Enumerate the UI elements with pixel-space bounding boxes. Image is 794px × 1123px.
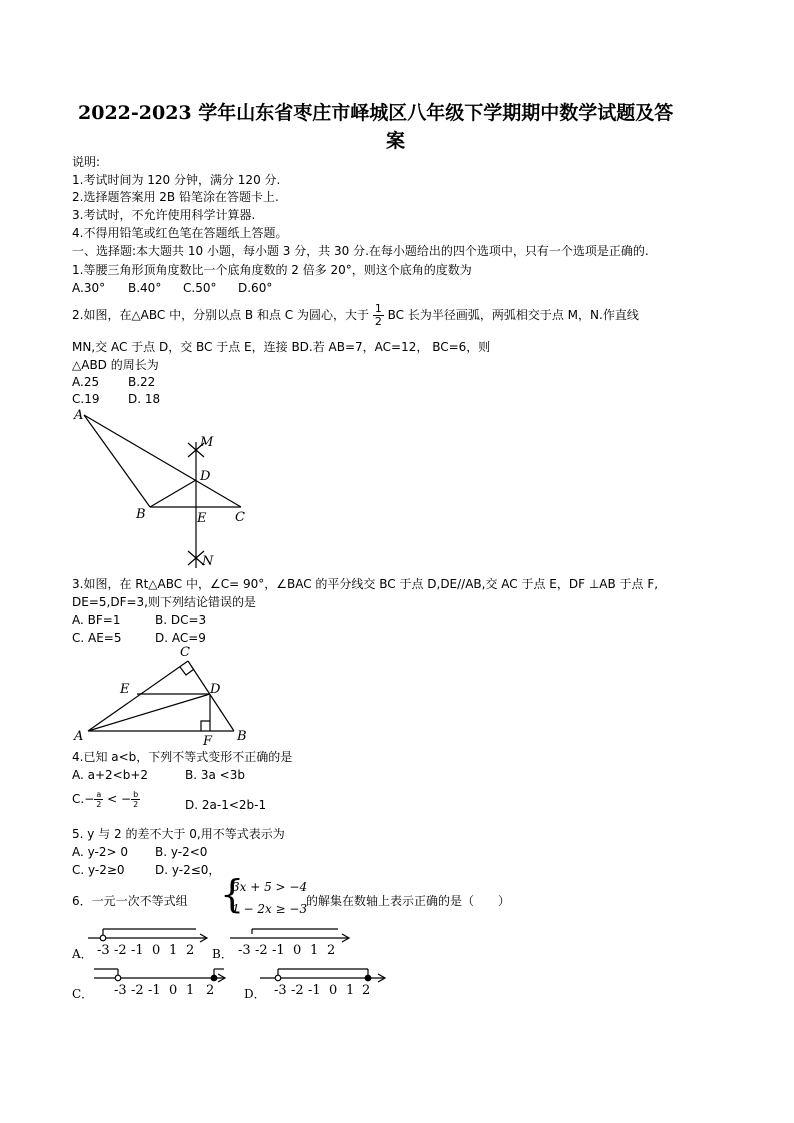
q4-option-b: B. 3a <3b (185, 768, 245, 782)
label-c: C (235, 510, 245, 525)
q4-option-c: C.− $\frac{a}{2}$ < − $\frac{b}{2}$ (72, 790, 139, 809)
tick-label: -1 (308, 983, 321, 998)
tick-label: 0 (152, 943, 161, 958)
q1-option-c: C.50° (183, 281, 217, 295)
segment-ad (88, 694, 210, 731)
tick-label: -3 (274, 983, 287, 998)
question-2-stem-line2: MN,交 AC 于点 D，交 BC 于点 E，连接 BD.若 AB=7，AC=12， BC=6，则 (72, 340, 491, 354)
tick-label: -2 (131, 983, 144, 998)
question-3-stem-line2: DE=5,DF=3,则下列结论错误的是 (72, 595, 256, 609)
page-title-continued: 案 (386, 130, 406, 152)
q2-option-c: C.19 (72, 392, 100, 406)
note-item: 2.选择题答案用 2B 铅笔涂在答题卡上. (72, 190, 279, 204)
segment-ac (88, 661, 188, 731)
page-title: 2022-2023 学年山东省枣庄市峄城区八年级下学期期中数学试题及答 (78, 102, 674, 124)
number-line-option-a (86, 924, 214, 960)
section-heading: 一、选择题:本大题共 10 小题，每小题 3 分，共 30 分.在每小题给出的四个选项中，只有一个选项是正确的. (72, 244, 649, 258)
question-6-stem-a: 6．一元一次不等式组 (72, 894, 188, 908)
fraction-denominator: 2 (96, 800, 102, 809)
fraction-numerator: b (131, 790, 140, 800)
fraction-denominator: 2 (133, 800, 139, 809)
q6-option-c-letter: C． (72, 987, 94, 1001)
label-m: M (200, 435, 214, 450)
tick-label: 2 (327, 943, 336, 958)
fraction-numerator: 1 (374, 302, 382, 315)
tick-label: 2 (186, 943, 195, 958)
q2-option-a: A.25 (72, 375, 100, 389)
question-6-stem-b: 的解集在数轴上表示正确的是（ ） (306, 894, 511, 908)
tick-label: 2 (362, 983, 371, 998)
brace-symbol: { (220, 872, 245, 916)
q6-option-a-letter: A． (72, 947, 93, 961)
note-item: 4.不得用铅笔或红色笔在答题纸上答题。 (72, 226, 288, 240)
right-angle-mark-f (201, 721, 210, 731)
label-d: D (210, 682, 221, 697)
tick-label: -2 (114, 943, 127, 958)
label-n: N (202, 554, 214, 569)
q1-option-a: A.30° (72, 281, 106, 295)
number-line-option-d (258, 964, 388, 1000)
fraction-a-over-2 (94, 790, 103, 809)
tick-label: 0 (329, 983, 338, 998)
inequality-2: 1 − 2x ≥ −3 (232, 902, 308, 916)
notes-heading: 说明: (72, 155, 101, 169)
q5-option-c: C. y-2≥0 (72, 863, 125, 877)
tick-label: -2 (291, 983, 304, 998)
label-d: D (200, 469, 211, 484)
note-item: 1.考试时间为 120 分钟，满分 120 分. (72, 173, 281, 187)
q3-option-b: B. DC=3 (155, 613, 207, 627)
label-b: B (237, 729, 247, 744)
number-line-option-c (92, 964, 230, 1000)
inequality-1: 3x + 5 > −4 (232, 880, 308, 894)
q2-option-d: D. 18 (128, 392, 161, 406)
q5-option-d: D. y-2≤0， (155, 863, 221, 877)
q1-option-b: B.40° (128, 281, 162, 295)
label-a: A (74, 408, 84, 423)
tick-label: -1 (272, 943, 285, 958)
segment-ab (84, 415, 150, 507)
question-5-stem: 5. y 与 2 的差不大于 0,用不等式表示为 (72, 827, 285, 841)
tick-label: -3 (238, 943, 251, 958)
q5-option-a: A. y-2> 0 (72, 845, 128, 859)
label-a: A (74, 729, 84, 744)
tick-label: 0 (169, 983, 178, 998)
tick-label: -3 (114, 983, 127, 998)
tick-label: -3 (97, 943, 110, 958)
segment-bd (150, 480, 196, 507)
tick-label: -1 (148, 983, 161, 998)
label-c: C (180, 645, 190, 660)
q4-option-a: A. a+2<b+2 (72, 768, 149, 782)
tick-label: 0 (293, 943, 302, 958)
question-4-stem: 4.已知 a<b，下列不等式变形不正确的是 (72, 750, 293, 764)
fraction-numerator: a (94, 790, 103, 800)
question-2-stem (72, 303, 639, 328)
tick-label: -2 (255, 943, 268, 958)
q6-option-b-letter: B． (212, 947, 233, 961)
tick-label: 1 (346, 983, 355, 998)
tick-label: 1 (186, 983, 195, 998)
tick-label: 1 (169, 943, 178, 958)
label-f: F (203, 734, 213, 747)
q2-option-b: B.22 (128, 375, 156, 389)
one-half-fraction (373, 303, 384, 328)
q3-right-triangle-figure (70, 642, 255, 747)
tick-label: 1 (310, 943, 319, 958)
q2-stem-part: 2.如图，在△ABC 中，分别以点 B 和点 C 为圆心，大于 (72, 308, 369, 322)
q3-option-d: D. AC=9 (155, 631, 206, 645)
q2-triangle-figure (70, 405, 260, 575)
label-b: B (136, 507, 146, 522)
tick-label: 2 (206, 983, 215, 998)
question-2-stem-line3: △ABD 的周长为 (72, 358, 159, 372)
question-1-stem: 1.等腰三角形顶角度数比一个底角度数的 2 倍多 20°，则这个底角的度数为 (72, 263, 472, 277)
q4-option-d: D. 2a-1<2b-1 (185, 798, 267, 812)
note-item: 3.考试时，不允许使用科学计算器. (72, 208, 256, 222)
fraction-b-over-2 (131, 790, 140, 809)
fraction-denominator: 2 (374, 315, 382, 328)
tick-label: -1 (131, 943, 144, 958)
segment-ac (84, 415, 241, 507)
right-angle-mark-c (180, 667, 194, 675)
q3-option-a: A. BF=1 (72, 613, 121, 627)
question-3-stem: 3.如图，在 Rt△ABC 中，∠C= 90°，∠BAC 的平分线交 BC 于点 D,DE//AB,交 AC 于点 E，DF ⊥AB 于点 F, (72, 577, 659, 591)
q2-stem-part: BC 长为半径画弧，两弧相交于点 M，N.作直线 (387, 308, 639, 322)
q1-option-d: D.60° (238, 281, 273, 295)
q4-option-c-prefix: C. (72, 792, 85, 806)
q5-option-b: B. y-2<0 (155, 845, 208, 859)
label-e: E (120, 682, 130, 697)
q6-option-d-letter: D． (244, 987, 266, 1001)
q3-option-c: C. AE=5 (72, 631, 122, 645)
label-e: E (197, 511, 207, 526)
number-line-option-b (228, 924, 356, 960)
